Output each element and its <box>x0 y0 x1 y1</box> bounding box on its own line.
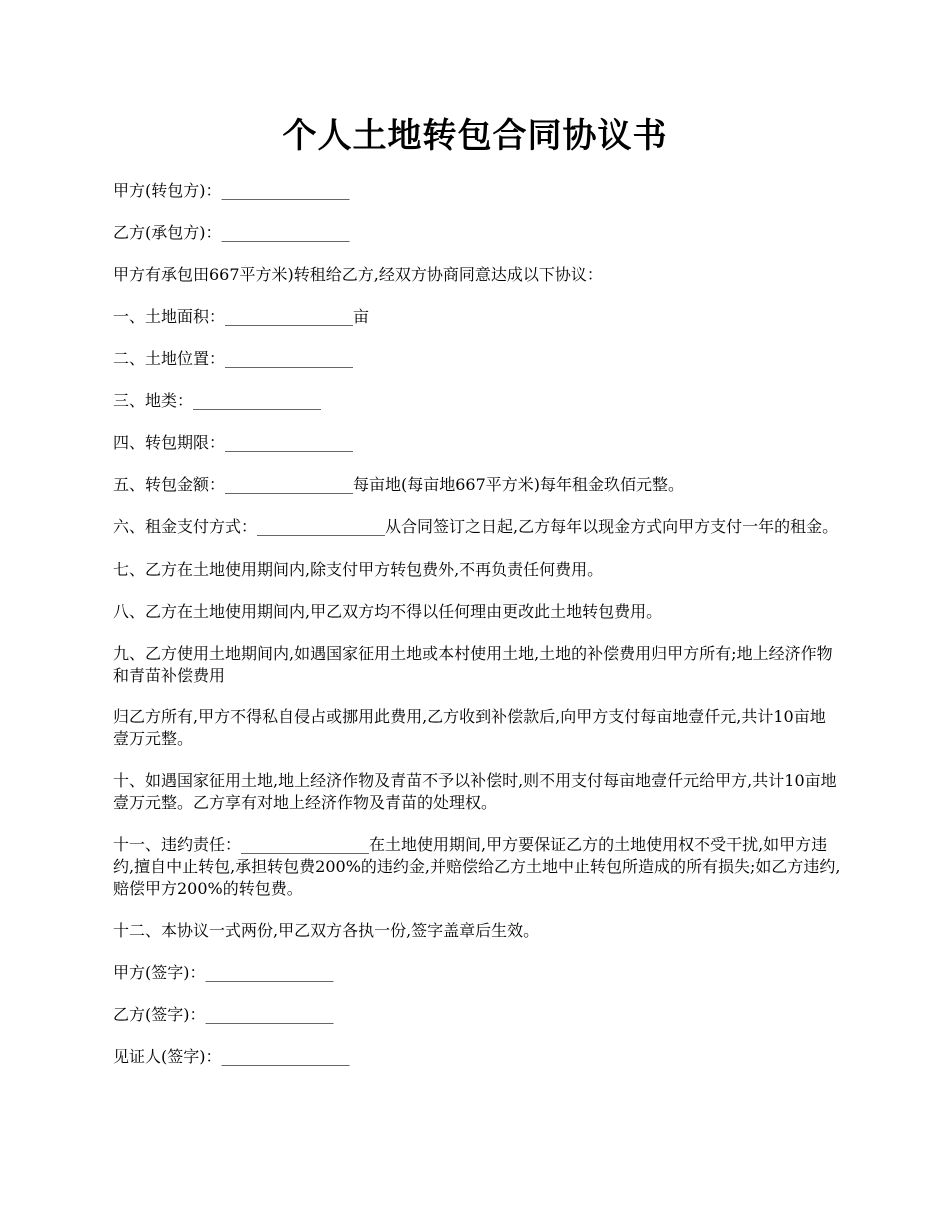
clause-9: 九、乙方使用土地期间内,如遇国家征用土地或本村使用土地,土地的补偿费用归甲方所有;地上经济作物和青苗补偿费用 <box>113 644 833 685</box>
party-b-line: 乙方(承包方)：________________ <box>113 223 350 242</box>
clause-4: 四、转包期限：________________ <box>113 433 354 452</box>
clause-1: 一、土地面积：________________亩 <box>113 307 370 326</box>
clause-7: 七、乙方在土地使用期间内,除支付甲方转包费外,不再负责任何费用。 <box>113 560 604 579</box>
clause-10: 十、如遇国家征用土地,地上经济作物及青苗不予以补偿时,则不用支付每亩地壹仟元给甲方,共计10亩地壹万元整。乙方享有对地上经济作物及青苗的处理权。 <box>113 771 837 812</box>
witness-signature: 见证人(签字)：________________ <box>113 1047 350 1066</box>
clause-3: 三、地类：________________ <box>113 391 322 410</box>
clause-5: 五、转包金额：________________每亩地(每亩地667平方米)每年租金玖佰元整。 <box>113 475 685 494</box>
clause-2: 二、土地位置：________________ <box>113 349 354 368</box>
clause-11: 十一、违约责任：________________在土地使用期间,甲方要保证乙方的土地使用权不受干扰,如甲方违约,擅自中止转包,承担转包费200%的违约金,并赔偿给乙方土地中止转包所造成的所有损失;如乙方违约,赔偿甲方200%的转包费。 <box>113 835 841 898</box>
document-title: 个人土地转包合同协议书 <box>282 116 668 156</box>
party-a-line: 甲方(转包方)：________________ <box>113 181 350 200</box>
clause-12: 十二、本协议一式两份,甲乙双方各执一份,签字盖章后生效。 <box>113 921 540 940</box>
party-a-signature: 甲方(签字)：________________ <box>113 963 334 982</box>
clause-6: 六、租金支付方式：________________从合同签订之日起,乙方每年以现金方式向甲方支付一年的租金。 <box>113 517 839 536</box>
document-body <box>113 180 841 1068</box>
clause-9-continued: 归乙方所有,甲方不得私自侵占或挪用此费用,乙方收到补偿款后,向甲方支付每亩地壹仟元,共计10亩地壹万元整。 <box>113 707 826 748</box>
intro-paragraph: 甲方有承包田667平方米)转租给乙方,经双方协商同意达成以下协议： <box>113 265 603 284</box>
party-b-signature: 乙方(签字)：________________ <box>113 1005 334 1024</box>
clause-8: 八、乙方在土地使用期间内,甲乙双方均不得以任何理由更改此土地转包费用。 <box>113 602 663 621</box>
